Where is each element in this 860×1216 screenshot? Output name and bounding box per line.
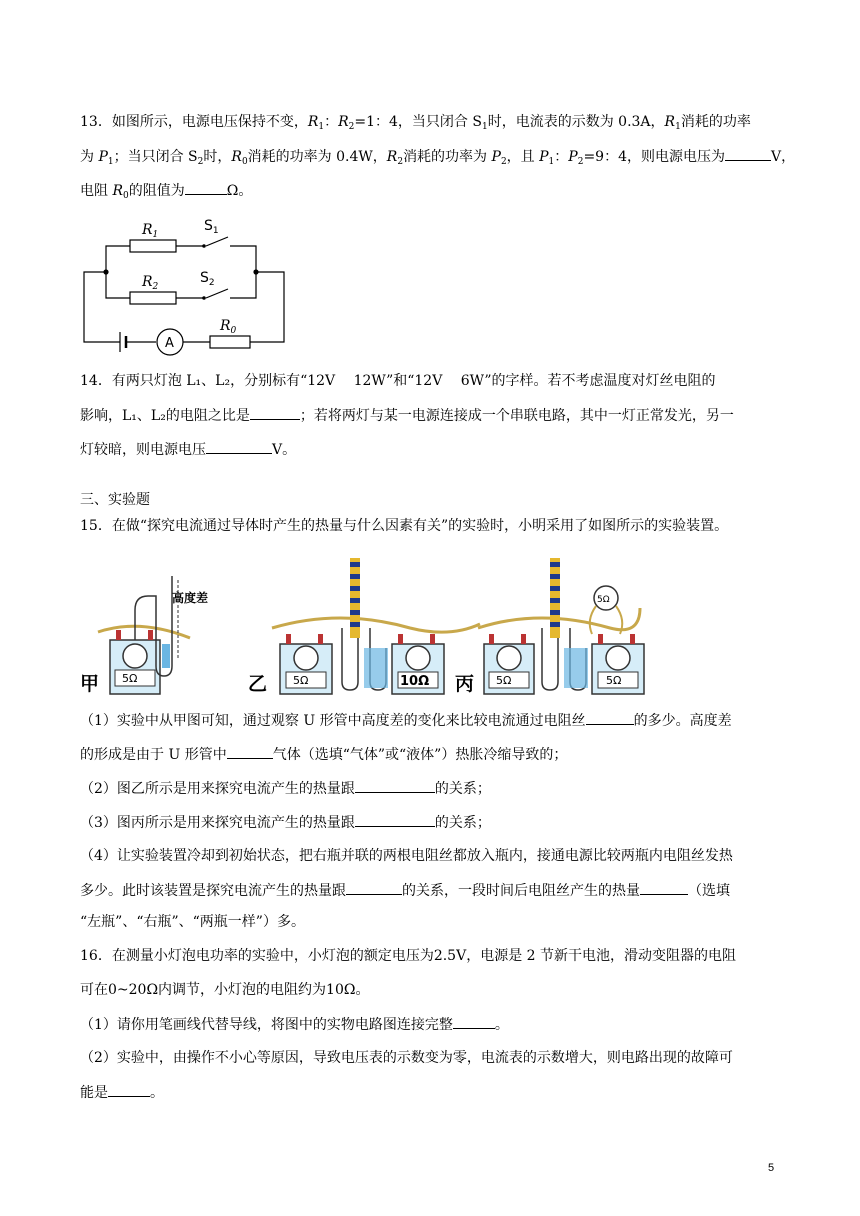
switch-s1: [206, 237, 228, 246]
q13-line-3: 电阻 $R_0$的阻值为 Ω。: [80, 180, 252, 206]
q15-intro: 15．在做“探究电流通过导体时产生的热量与什么因素有关”的实验时，小明采用了如图所示的实验装置。: [80, 518, 729, 534]
label-yi: 乙: [248, 673, 268, 695]
svg-text:5Ω: 5Ω: [606, 674, 622, 687]
circuit-diagram: [80, 210, 290, 360]
label-s1: $S_1$: [204, 218, 219, 236]
svg-text:5Ω: 5Ω: [122, 672, 138, 685]
answer-blank[interactable]: [453, 1014, 495, 1029]
height-difference-label: 高度差: [172, 591, 209, 605]
q14-line-3: 灯较暗，则电源电压 V。: [80, 439, 296, 460]
svg-text:5Ω: 5Ω: [597, 595, 610, 605]
answer-blank[interactable]: [185, 180, 227, 195]
q14-line-2: 影响，L₁、L₂的电阻之比是 ；若将两灯与某一电源连接成一个串联电路，其中一灯正常发光，另一: [80, 405, 734, 426]
resistor-r1: [130, 240, 176, 252]
answer-blank[interactable]: [250, 405, 300, 420]
answer-blank[interactable]: [725, 146, 771, 161]
switch-s2: [206, 289, 228, 298]
q15-part-2: （2）图乙所示是用来探究电流产生的热量跟 的关系；: [80, 778, 491, 799]
apparatus-jia: [98, 576, 208, 694]
answer-blank[interactable]: [355, 812, 435, 827]
q15-part-4-line-2: 多少。此时该装置是探究电流产生的热量跟 的关系，一段时间后电阻丝产生的热量 （选填: [80, 880, 730, 901]
q15-part-4-line-1: （4）让实验装置冷却到初始状态，把右瓶并联的两根电阻丝都放入瓶内，接通电源比较两瓶内电阻丝发热: [80, 848, 733, 864]
ammeter-label: A: [165, 336, 174, 351]
label-r1: $R_1$: [142, 222, 159, 240]
label-r0: $R_0$: [220, 318, 237, 336]
q15-part-3: （3）图丙所示是用来探究电流产生的热量跟 的关系；: [80, 812, 491, 833]
page-number: 5: [768, 1162, 775, 1174]
q14-line-1: 14．有两只灯泡 L₁、L₂，分别标有“12V 12W”和“12V 6W”的字样。若不考虑温度对灯丝电阻的: [80, 373, 716, 389]
answer-blank[interactable]: [227, 744, 273, 759]
label-s2: $S_2$: [200, 270, 215, 288]
svg-text:10Ω: 10Ω: [400, 674, 430, 689]
apparatus-bing: [478, 558, 644, 694]
resistor-r2: [130, 292, 176, 304]
q15-part-1-line-2: 的形成是由于 U 形管中 气体（选填“气体”或“液体”）热胀冷缩导致的；: [80, 744, 567, 765]
apparatus-yi: [272, 558, 480, 694]
q15-part-4-line-3: “左瓶”、“右瓶”、“两瓶一样”）多。: [80, 914, 305, 930]
answer-blank[interactable]: [108, 1082, 150, 1097]
q16-part-1: （1）请你用笔画线代替导线，将图中的实物电路图连接完整 。: [80, 1014, 509, 1035]
q16-part-2-line-2: 能是 。: [80, 1082, 164, 1103]
q16-line-1: 16．在测量小灯泡电功率的实验中，小灯泡的额定电压为2.5V，电源是 2 节新干电池，滑动变阻器的电阻: [80, 948, 736, 964]
resistor-r0: [210, 336, 250, 348]
label-jia: 甲: [80, 673, 100, 695]
label-bing: 丙: [455, 673, 475, 695]
q16-line-2: 可在0~20Ω内调节，小灯泡的电阻约为10Ω。: [80, 982, 370, 998]
q16-part-2-line-1: （2）实验中，由操作不小心等原因，导致电压表的示数变为零，电流表的示数增大，则电路出现的故障可: [80, 1050, 733, 1066]
q13-line-2: 为 $P_1$；当只闭合 $S_2$时，$R_0$消耗的功率为 0.4W，$R_2$消耗的功率为 $P_2$，且 $P_1$：$P_2=9$：4，则电源电压为 V，: [80, 146, 795, 172]
svg-text:5Ω: 5Ω: [496, 674, 512, 687]
q13-line-1: 13．如图所示，电源电压保持不变，$R_1$：$R_2=1$：4，当只闭合 $S_1$时，电流表的示数为 0.3A，$R_1$消耗的功率: [80, 114, 751, 132]
experiment-apparatus-figure: [80, 548, 680, 700]
answer-blank[interactable]: [640, 880, 688, 895]
section-heading: 三、实验题: [80, 492, 150, 508]
label-r2: $R_2$: [142, 274, 159, 292]
svg-text:5Ω: 5Ω: [293, 674, 309, 687]
answer-blank[interactable]: [206, 439, 272, 454]
answer-blank[interactable]: [355, 778, 435, 793]
answer-blank[interactable]: [346, 880, 402, 895]
q15-part-1-line-1: （1）实验中从甲图可知，通过观察 U 形管中高度差的变化来比较电流通过电阻丝 的多少。高度差: [80, 710, 732, 731]
answer-blank[interactable]: [586, 710, 634, 725]
